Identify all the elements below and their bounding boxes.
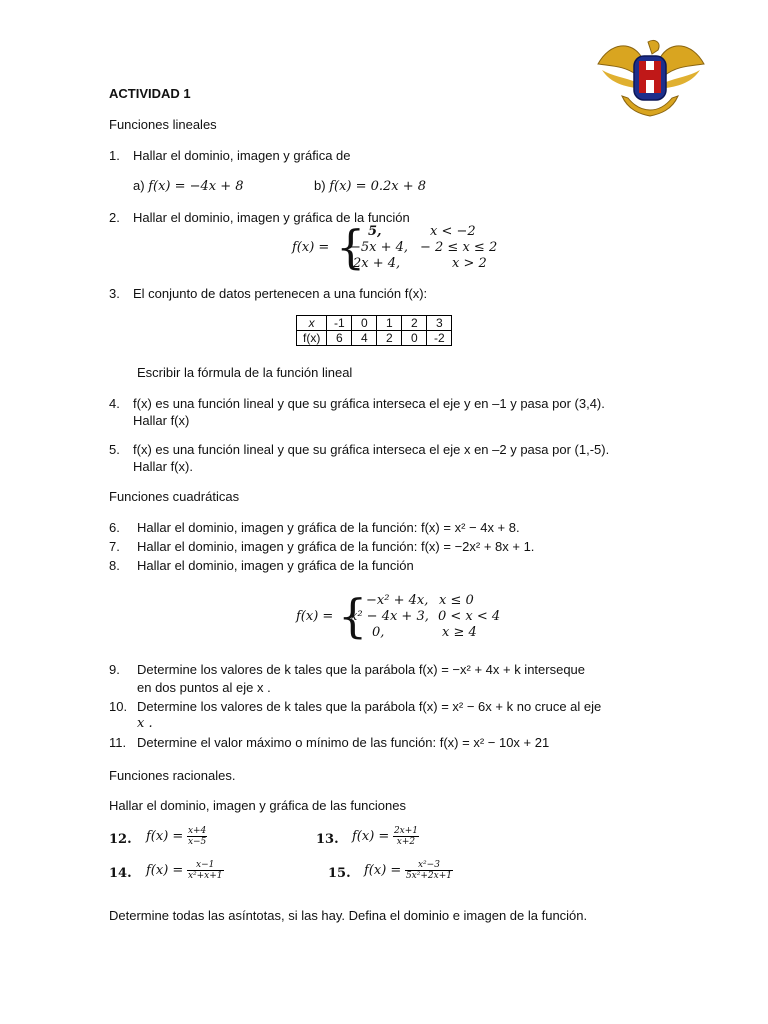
item-2-lhs: f(x) = — [292, 240, 330, 255]
item-9-line2: en dos puntos al eje x . — [137, 680, 271, 695]
item-8-row1-expr: −x² + 4x, — [366, 593, 429, 608]
item-14-numerator: x−1 — [187, 860, 224, 871]
table-cell: x — [297, 316, 327, 331]
footer-instruction: Determine todas las asíntotas, si las hay. Defina el dominio e imagen de la función. — [109, 908, 588, 923]
item-5-line2: Hallar f(x). — [133, 459, 193, 474]
item-1-number: 1. — [109, 148, 120, 163]
item-15-fraction — [405, 860, 453, 881]
section-cuadraticas: Funciones cuadráticas — [109, 489, 240, 504]
item-14-denominator: x²+x+1 — [187, 871, 223, 881]
item-2-text: Hallar el dominio, imagen y gráfica de la función — [133, 210, 410, 225]
table-cell: 1 — [377, 316, 402, 331]
item-7-number: 7. — [109, 539, 120, 554]
item-12-denominator: x−5 — [187, 837, 207, 847]
item-1b-label: b) — [314, 178, 326, 193]
item-4-number: 4. — [109, 396, 120, 411]
table-cell: 6 — [327, 331, 352, 346]
item-8-number: 8. — [109, 558, 120, 573]
item-6-number: 6. — [109, 520, 120, 535]
item-12-number: 12. — [109, 832, 132, 847]
item-3-after: Escribir la fórmula de la función lineal — [137, 365, 353, 380]
item-14-number: 14. — [109, 866, 132, 881]
page-title: ACTIVIDAD 1 — [109, 86, 191, 101]
table-row — [297, 331, 452, 346]
section-lineales: Funciones lineales — [109, 117, 217, 132]
item-1a-label: a) — [133, 178, 145, 193]
item-12-numerator: x+4 — [187, 826, 207, 836]
item-8-row2-expr: x² − 4x + 3, — [350, 609, 429, 624]
item-15-denominator: 5x²+2x+1 — [405, 871, 452, 881]
item-5-line1: f(x) es una función lineal y que su gráfica interseca el eje x en –2 y pasa por (1,-5). — [133, 442, 610, 457]
table-cell: f(x) — [297, 331, 327, 346]
item-10-line1: Determine los valores de k tales que la parábola f(x) = x² − 6x + k no cruce al eje — [137, 699, 602, 714]
item-15-number: 15. — [328, 866, 351, 881]
item-9-number: 9. — [109, 662, 120, 677]
table-cell: 0 — [402, 331, 427, 346]
item-2-row2-cond: − 2 ≤ x ≤ 2 — [420, 240, 498, 255]
table-cell: 2 — [377, 331, 402, 346]
item-5-number: 5. — [109, 442, 120, 457]
section-racionales: Funciones racionales. — [109, 768, 236, 783]
item-13-fraction — [393, 826, 419, 847]
item-15-numerator: x²−3 — [405, 860, 453, 871]
item-1b — [314, 178, 426, 194]
item-10-number: 10. — [109, 699, 128, 714]
item-8-row2-cond: 0 < x < 4 — [438, 609, 501, 624]
item-11-text: Determine el valor máximo o mínimo de las función: f(x) = x² − 10x + 21 — [137, 735, 550, 750]
item-12-fraction — [187, 826, 207, 847]
university-crest-logo — [592, 36, 710, 118]
item-8-brace: { — [338, 589, 368, 643]
item-1a-expr: f(x) = −4x + 8 — [148, 179, 244, 194]
item-8-row3-expr: 0, — [372, 625, 385, 640]
item-3-data-table — [296, 315, 452, 346]
item-8-row1-cond: x ≤ 0 — [439, 593, 474, 608]
item-8-row3-cond: x ≥ 4 — [442, 625, 477, 640]
item-8-text: Hallar el dominio, imagen y gráfica de la función — [137, 558, 414, 573]
item-14-fraction — [187, 860, 224, 881]
item-4-line1: f(x) es una función lineal y que su gráfica interseca el eje y en –1 y pasa por (3,4). — [133, 396, 605, 411]
item-2-row2-expr: −5x + 4, — [350, 240, 409, 255]
item-9-line1: Determine los valores de k tales que la parábola f(x) = −x² + 4x + k interseque — [137, 662, 586, 677]
table-cell: 2 — [402, 316, 427, 331]
item-6-text: Hallar el dominio, imagen y gráfica de la función: f(x) = x² − 4x + 8. — [137, 520, 520, 535]
item-3-text: El conjunto de datos pertenecen a una función f(x): — [133, 286, 428, 301]
item-2-row3-expr: 2x + 4, — [353, 256, 401, 271]
item-1a — [133, 178, 244, 194]
item-2-row1-expr: 5, — [368, 224, 382, 239]
item-13-expr — [352, 826, 419, 847]
item-2-row3-cond: x > 2 — [452, 256, 487, 271]
item-2-row1-cond: x < −2 — [430, 224, 476, 239]
item-13-number: 13. — [316, 832, 339, 847]
item-13-denominator: x+2 — [396, 837, 416, 847]
item-15-lhs: f(x) = — [364, 862, 402, 878]
table-cell: 4 — [352, 331, 377, 346]
item-8-lhs: f(x) = — [296, 609, 334, 624]
item-10-line2: x . — [137, 716, 153, 731]
item-11-number: 11. — [109, 735, 127, 750]
racionales-intro: Hallar el dominio, imagen y gráfica de las funciones — [109, 798, 406, 813]
item-13-numerator: 2x+1 — [393, 826, 419, 836]
item-1b-expr: f(x) = 0.2x + 8 — [329, 179, 427, 194]
item-3-number: 3. — [109, 286, 120, 301]
table-cell: 3 — [427, 316, 452, 331]
item-12-expr — [146, 826, 207, 847]
item-14-lhs: f(x) = — [146, 862, 184, 878]
table-cell: 0 — [352, 316, 377, 331]
item-15-expr — [364, 860, 453, 881]
item-2-brace: { — [336, 220, 366, 274]
table-cell: -2 — [427, 331, 452, 346]
item-4-line2: Hallar f(x) — [133, 413, 190, 428]
item-1-text: Hallar el dominio, imagen y gráfica de — [133, 148, 351, 163]
item-12-lhs: f(x) = — [146, 828, 184, 844]
item-13-lhs: f(x) = — [352, 828, 390, 844]
table-cell: -1 — [327, 316, 352, 331]
table-row — [297, 316, 452, 331]
item-7-text: Hallar el dominio, imagen y gráfica de la función: f(x) = −2x² + 8x + 1. — [137, 539, 535, 554]
item-14-expr — [146, 860, 224, 881]
item-2-number: 2. — [109, 210, 120, 225]
